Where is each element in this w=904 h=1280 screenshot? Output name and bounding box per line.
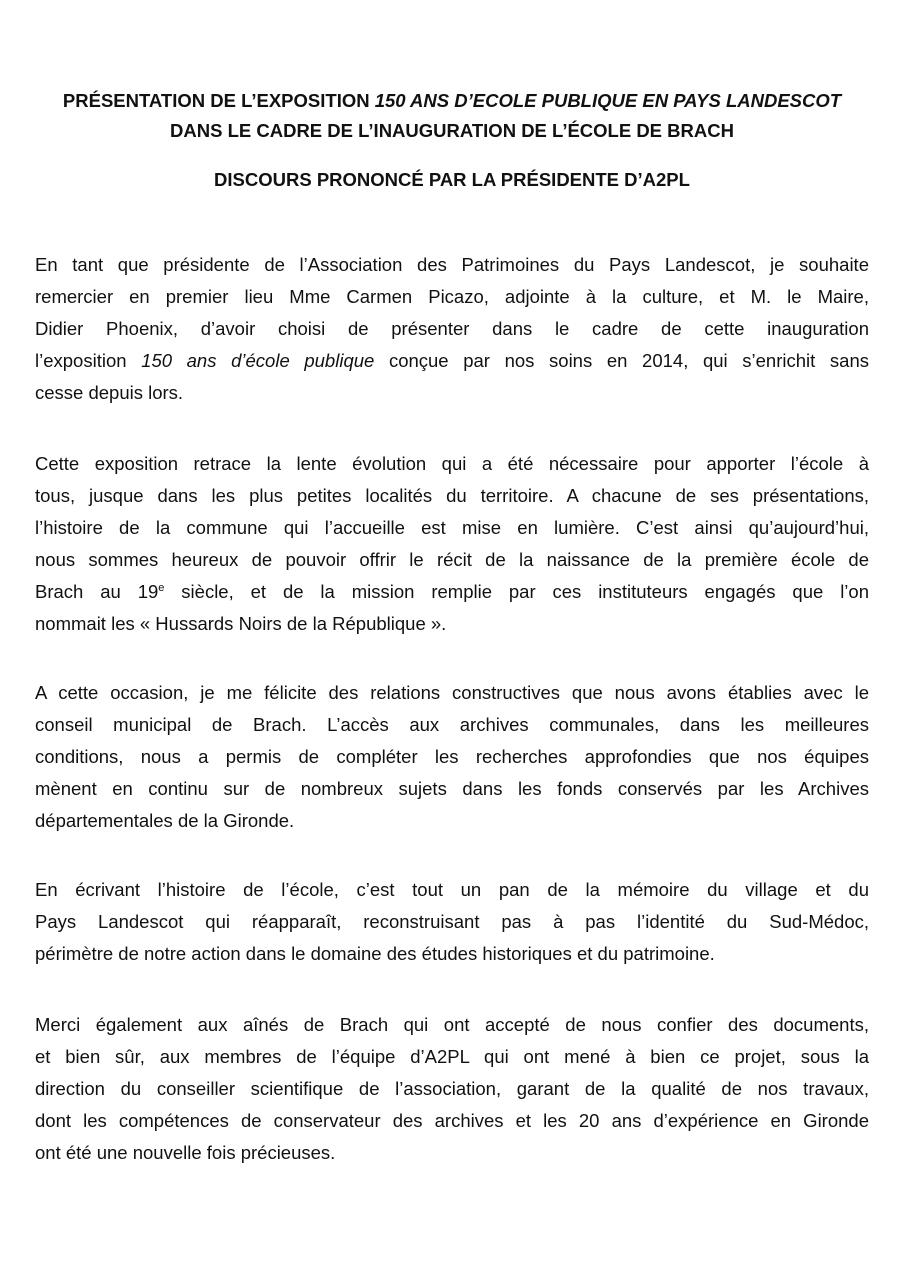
paragraph-2-line-5	[35, 576, 869, 608]
paragraph-5-line-2: et bien sûr, aux membres de l’équipe d’A2PL qui ont mené à bien ce projet, sous la	[35, 1046, 869, 1067]
exhibition-title-italic: 150 ans d’école publique	[141, 350, 375, 371]
paragraph-3-line-2: conseil municipal de Brach. L’accès aux archives communales, dans les meilleures	[35, 714, 869, 735]
document-title	[20, 86, 884, 146]
paragraph-1-line-1: En tant que présidente de l’Association des Patrimoines du Pays Landescot, je souhaite	[35, 254, 869, 275]
title-line-2: DANS LE CADRE DE L’INAUGURATION DE L’ÉCOLE DE BRACH	[170, 120, 734, 141]
document-subtitle	[20, 165, 884, 195]
paragraph-5-line-1: Merci également aux aînés de Brach qui ont accepté de nous confier des documents,	[35, 1014, 869, 1035]
paragraph-3-line-1: A cette occasion, je me félicite des relations constructives que nous avons établies avec le	[35, 682, 869, 703]
paragraph-4	[35, 874, 869, 970]
title-line-1-italic: 150 ANS D’ECOLE PUBLIQUE EN PAYS LANDESCOT	[374, 90, 842, 111]
century-superscript: e	[158, 581, 165, 594]
paragraph-2-line-1: Cette exposition retrace la lente évolution qui a été nécessaire pour apporter l’école à	[35, 453, 869, 474]
paragraph-4-line-2: Pays Landescot qui réapparaît, reconstruisant pas à pas l’identité du Sud-Médoc,	[35, 911, 869, 932]
paragraph-3-line-5: départementales de la Gironde.	[35, 810, 295, 831]
paragraph-1-line-4-before: l’exposition	[35, 350, 142, 371]
paragraph-1	[35, 249, 869, 409]
paragraph-2-line-6: nommait les « Hussards Noirs de la République ».	[35, 613, 447, 634]
paragraph-2-line-5-before: Brach au 19	[35, 581, 159, 602]
title-line-1	[20, 86, 884, 116]
paragraph-3	[35, 677, 869, 837]
paragraph-2-line-4: nous sommes heureux de pouvoir offrir le récit de la naissance de la première école de	[35, 549, 869, 570]
paragraph-2-line-5-after: siècle, et de la mission remplie par ces instituteurs engagés que l’on	[164, 581, 869, 602]
paragraph-2-line-2: tous, jusque dans les plus petites localités du territoire. A chacune de ses présentations,	[35, 485, 869, 506]
paragraph-3-line-3: conditions, nous a permis de compléter les recherches approfondies que nos équipes	[35, 746, 869, 767]
paragraph-1-line-4-after: conçue par nos soins en 2014, qui s’enrichit sans	[374, 350, 869, 371]
paragraph-5-line-4: dont les compétences de conservateur des archives et les 20 ans d’expérience en Gironde	[35, 1110, 869, 1131]
subtitle-line: DISCOURS PRONONCÉ PAR LA PRÉSIDENTE D’A2PL	[214, 169, 690, 190]
paragraph-2	[35, 448, 869, 640]
paragraph-4-line-1: En écrivant l’histoire de l’école, c’est tout un pan de la mémoire du village et du	[35, 879, 869, 900]
paragraph-1-line-3: Didier Phoenix, d’avoir choisi de présenter dans le cadre de cette inauguration	[35, 318, 869, 339]
paragraph-1-line-5: cesse depuis lors.	[35, 382, 184, 403]
paragraph-4-line-3: périmètre de notre action dans le domaine des études historiques et du patrimoine.	[35, 943, 715, 964]
paragraph-5-line-5: ont été une nouvelle fois précieuses.	[35, 1142, 336, 1163]
title-line-1-prefix: PRÉSENTATION DE L’EXPOSITION	[62, 90, 375, 111]
paragraph-5-line-3: direction du conseiller scientifique de l’association, garant de la qualité de nos travaux,	[35, 1078, 869, 1099]
paragraph-2-line-3: l’histoire de la commune qui l’accueille est mise en lumière. C’est ainsi qu’aujourd’hui,	[35, 517, 869, 538]
paragraph-5	[35, 1009, 869, 1169]
paragraph-1-line-2: remercier en premier lieu Mme Carmen Picazo, adjointe à la culture, et M. le Maire,	[35, 286, 869, 307]
paragraph-1-line-4	[35, 345, 869, 377]
paragraph-3-line-4: mènent en continu sur de nombreux sujets dans les fonds conservés par les Archives	[35, 778, 869, 799]
